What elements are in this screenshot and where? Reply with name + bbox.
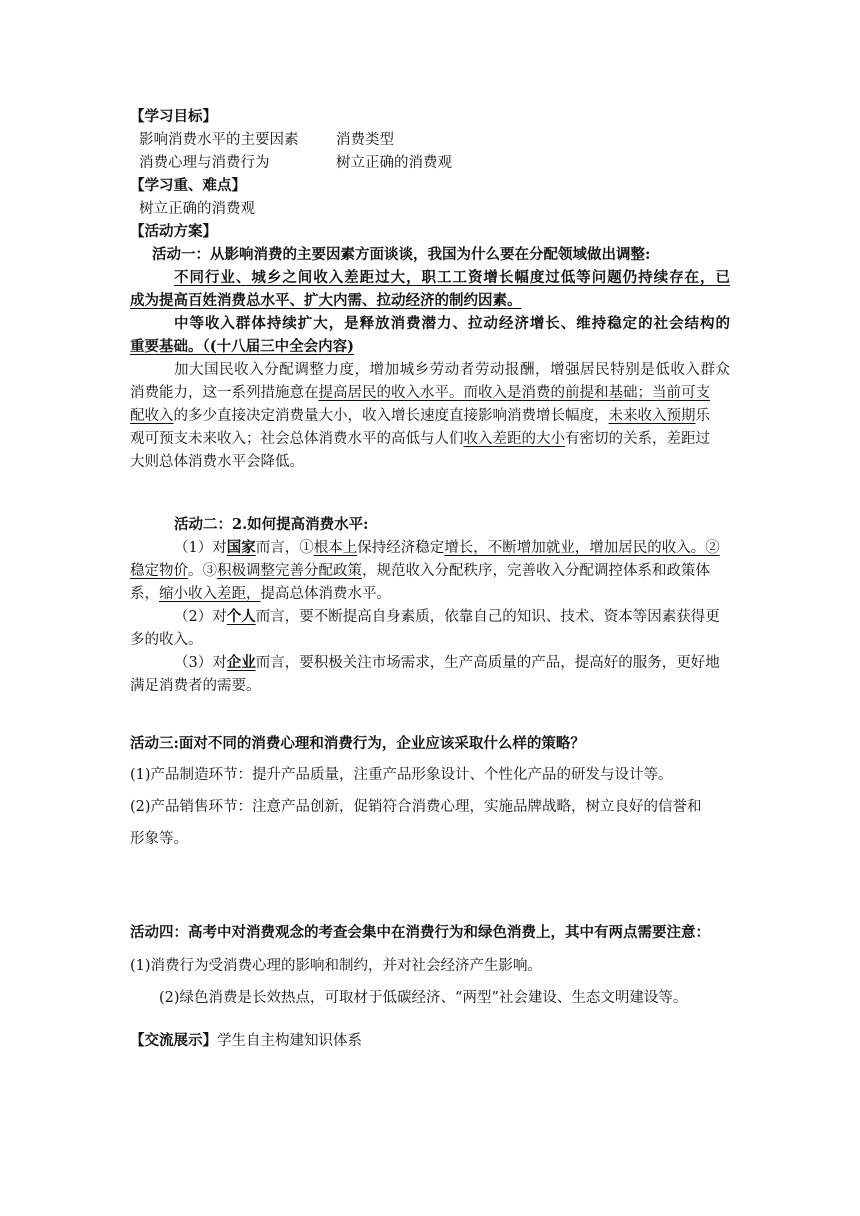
activity3-item2-line2: 形象等。 xyxy=(130,831,188,847)
activity2-individual-line2: 多的收入。 xyxy=(130,632,203,648)
text-run: ，规范收入分配秩序，完善收入分配调控体系和政策体 xyxy=(362,563,710,579)
goal-item: 消费类型 xyxy=(336,132,394,148)
exchange-line xyxy=(130,1030,362,1052)
activity3-title: 活动三:面对不同的消费心理和消费行为，企业应该采取什么样的策略？ xyxy=(130,735,585,752)
exchange-text: 学生自主构建知识体系 xyxy=(217,1033,362,1049)
text-run: 。③ xyxy=(188,563,217,579)
goal-item: 树立正确的消费观 xyxy=(336,155,452,171)
goal-item: 影响消费水平的主要因素 xyxy=(139,132,299,148)
subject-enterprise: 企业 xyxy=(226,654,256,671)
activity2-title: 活动二：2.如何提高消费水平: xyxy=(174,516,369,533)
underlined-run: 配收入 xyxy=(130,408,174,424)
text-run: （3）对 xyxy=(174,655,227,671)
activity2-enterprise-line1 xyxy=(174,652,720,674)
activity1-paragraph1-line1: 不同行业、城乡之间收入差距过大，职工工资增长幅度过低等问题仍持续存在，已 xyxy=(174,269,730,286)
text-run: 而言，① xyxy=(255,540,314,556)
text-run: 而言，要不断提高自身素质，依靠自己的知识、技术、资本等因素获得更 xyxy=(255,609,720,625)
underlined-run: 收入差距的大小 xyxy=(463,431,565,447)
activity1-paragraph2-line2 xyxy=(130,336,354,358)
text-run: 保持经济稳定 xyxy=(357,540,445,556)
activity1-paragraph3-line1: 加大国民收入分配调整力度，增加城乡劳动者劳动报酬，增强居民特别是低收入群众 xyxy=(174,362,730,378)
key-points-text: 树立正确的消费观 xyxy=(139,201,255,217)
underlined-run: 增长，不断增加就业，增加居民的收入。② xyxy=(444,540,720,556)
activity2-state-line2 xyxy=(130,560,710,582)
text-run: 乐 xyxy=(695,408,710,424)
text-run: （2）对 xyxy=(174,609,227,625)
text-run: 而言，要积极关注市场需求，生产高质量的产品，提高好的服务，更好地 xyxy=(255,655,720,671)
activity4-item1: (1)消费行为受消费心理的影响和制约，并对社会经济产生影响。 xyxy=(130,958,543,974)
goals-heading: 【学习目标】 xyxy=(130,108,217,125)
underlined-run: 未来收入预期 xyxy=(608,408,696,424)
activity4-item2: (2)绿色消费是长效热点，可取材于低碳经济、“两型”社会建设、生态文明建设等。 xyxy=(159,990,688,1006)
activity3-item2-line1: (2)产品销售环节：注意产品创新，促销符合消费心理，实施品牌战略，树立良好的信誉和 xyxy=(130,799,702,815)
underlined-run: 稳定物价 xyxy=(130,563,188,579)
text-run: 有密切的关系，差距过 xyxy=(565,431,710,447)
text-run: 观可预支未来收入；社会总体消费水平的高低与人们 xyxy=(130,431,464,447)
text-run: 系， xyxy=(130,586,159,602)
text-run: 消费能力，这一系列措施意在 xyxy=(130,385,319,401)
text-run: 提高总体消费水平。 xyxy=(260,586,391,602)
underlined-run: 提高居民的收入水平。 xyxy=(318,385,464,401)
activity1-paragraph2-text: 重要基础。（(十八届三中全会内容) xyxy=(130,338,354,355)
activity1-title: 活动一：从影响消费的主要因素方面谈谈，我国为什么要在分配领域做出调整: xyxy=(152,246,651,263)
activity1-paragraph1-line2: 成为提高百姓消费总水平、扩大内需、拉动经济的制约因素。 xyxy=(130,292,522,309)
activity1-paragraph3-line3 xyxy=(130,405,730,427)
key-points-heading: 【学习重、难点】 xyxy=(130,177,246,194)
underlined-run: 缩小收入差距， xyxy=(159,586,261,602)
underlined-run: 积极调整完善分配政策 xyxy=(217,563,362,579)
text-run: 的多少直接决定消费量大小，收入增长速度直接影响消费增长幅度， xyxy=(173,408,609,424)
activity2-state-line3 xyxy=(130,583,391,605)
activity1-paragraph3-line2 xyxy=(130,382,730,404)
activity4-title: 活动四：高考中对消费观念的考查会集中在消费行为和绿色消费上，其中有两点需要注意： xyxy=(130,924,710,941)
subject-country: 国家 xyxy=(226,539,256,556)
activity1-paragraph3-line5: 大则总体消费水平会降低。 xyxy=(130,454,304,470)
text-run: （1）对 xyxy=(174,540,227,556)
activity3-item1: (1)产品制造环节：提升产品质量，注重产品形象设计、个性化产品的研发与设计等。 xyxy=(130,767,673,783)
activity1-paragraph3-line4 xyxy=(130,428,730,450)
activity2-enterprise-line2: 满足消费者的需要。 xyxy=(130,678,261,694)
activity2-individual-line1 xyxy=(174,606,720,628)
underlined-run: 根本上 xyxy=(313,540,358,556)
plan-heading: 【活动方案】 xyxy=(130,223,217,240)
exchange-heading: 【交流展示】 xyxy=(130,1032,217,1049)
activity2-state-line1 xyxy=(174,537,720,559)
goal-item: 消费心理与消费行为 xyxy=(139,155,270,171)
activity1-paragraph2-line1: 中等收入群体持续扩大，是释放消费潜力、拉动经济增长、维持稳定的社会结构的 xyxy=(174,315,730,332)
subject-individual: 个人 xyxy=(226,608,256,625)
underlined-run: 而收入是消费的前提和基础；当前可支 xyxy=(463,385,710,401)
